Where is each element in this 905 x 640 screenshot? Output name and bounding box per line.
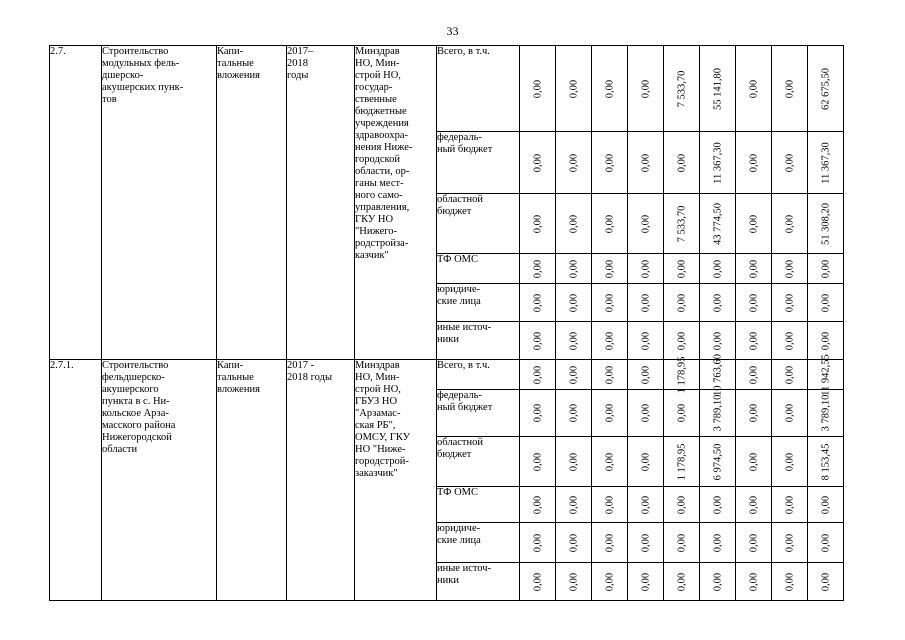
amount-value: 0,00	[676, 572, 687, 591]
amount-value: 0,00	[532, 403, 543, 423]
amount-value: 0,00	[604, 214, 615, 233]
amount-value: 0,00	[568, 153, 579, 172]
amount-value: 0,00	[640, 153, 651, 172]
amount-value: 0,00	[568, 403, 579, 423]
amount-value: 55 141,80	[712, 67, 723, 110]
amount-value: 0,00	[568, 365, 579, 384]
amount-value: 0,00	[640, 403, 651, 423]
amount-value: 0,00	[784, 572, 795, 591]
amount-value: 0,00	[568, 214, 579, 233]
amount-value: 0,00	[568, 259, 579, 278]
amount-value: 0,00	[784, 259, 795, 278]
amount-value: 0,00	[568, 452, 579, 471]
amount-value: 0,00	[640, 572, 651, 591]
funding-source: федераль- ный бюджет	[437, 132, 493, 155]
amount-value: 0,00	[640, 533, 651, 552]
item-period: 2017– 2018 годы	[287, 46, 314, 81]
amount-value: 0,00	[820, 572, 831, 591]
funding-source: иные источ- ники	[437, 563, 492, 586]
amount-value: 0,00	[532, 533, 543, 552]
amount-value: 0,00	[784, 79, 795, 98]
amount-value: 0,00	[820, 259, 831, 278]
amount-value: 43 774,50	[712, 202, 723, 245]
item-type: Капи- тальные вложения	[217, 360, 260, 395]
amount-value: 0,00	[640, 214, 651, 233]
amount-value: 0,00	[640, 452, 651, 471]
amount-value: 0,00	[640, 331, 651, 350]
amount-value: 0,00	[604, 259, 615, 278]
amount-value: 0,00	[640, 495, 651, 514]
amount-value: 10 763,60	[712, 353, 723, 396]
amount-value: 0,00	[568, 293, 579, 312]
amount-value: 0,00	[748, 153, 759, 172]
amount-value: 0,00	[532, 293, 543, 312]
amount-value: 6 974,50	[712, 443, 723, 480]
funding-source: ТФ ОМС	[437, 254, 479, 265]
amount-value: 0,00	[532, 259, 543, 278]
funding-source: ТФ ОМС	[437, 487, 479, 498]
amount-value: 0,00	[712, 293, 723, 312]
amount-value: 0,00	[748, 331, 759, 350]
amount-value: 0,00	[712, 495, 723, 514]
amount-value: 0,00	[604, 153, 615, 172]
amount-value: 0,00	[604, 365, 615, 384]
amount-value: 7 533,70	[676, 205, 687, 242]
funding-source: областной бюджет	[437, 194, 483, 217]
amount-value: 0,00	[748, 79, 759, 98]
table-row	[50, 46, 844, 132]
amount-value: 0,00	[568, 331, 579, 350]
amount-value: 0,00	[784, 365, 795, 384]
funding-source: юридиче- ские лица	[437, 523, 481, 546]
amount-value: 0,00	[748, 403, 759, 423]
amount-value: 11 367,30	[820, 141, 831, 184]
amount-value: 0,00	[748, 572, 759, 591]
amount-value: 0,00	[712, 331, 723, 350]
amount-value: 0,00	[640, 259, 651, 278]
amount-value: 0,00	[676, 153, 687, 172]
amount-value: 0,00	[820, 293, 831, 312]
item-number: 2.7.1.	[50, 360, 74, 371]
amount-value: 0,00	[532, 153, 543, 172]
amount-value: 0,00	[784, 214, 795, 233]
amount-value: 0,00	[676, 259, 687, 278]
amount-value: 0,00	[532, 214, 543, 233]
amount-value: 0,00	[532, 365, 543, 384]
amount-value: 0,00	[748, 533, 759, 552]
amount-value: 0,00	[784, 331, 795, 350]
amount-value: 0,00	[532, 331, 543, 350]
amount-value: 0,00	[748, 214, 759, 233]
item-period: 2017 - 2018 годы	[287, 360, 333, 383]
amount-value: 0,00	[604, 452, 615, 471]
amount-value: 51 308,20	[820, 202, 831, 245]
amount-value: 0,00	[784, 293, 795, 312]
funding-source: областной бюджет	[437, 437, 483, 460]
amount-value: 0,00	[604, 79, 615, 98]
amount-value: 0,00	[604, 572, 615, 591]
amount-value: 0,00	[568, 79, 579, 98]
amount-value: 0,00	[784, 533, 795, 552]
program-table	[49, 45, 844, 601]
amount-value: 0,00	[640, 293, 651, 312]
amount-value: 0,00	[568, 533, 579, 552]
amount-value: 8 153,45	[820, 443, 831, 480]
amount-value: 0,00	[748, 293, 759, 312]
funding-source: Всего, в т.ч.	[437, 46, 490, 57]
funding-source: юридиче- ские лица	[437, 284, 481, 307]
item-executor: Минздрав НО, Мин- строй НО, ГБУЗ НО "Арзамас- ская РБ", ОМСУ, ГКУ НО "Ниже- городстрой- заказчик"	[355, 360, 411, 479]
item-number: 2.7.	[50, 46, 66, 57]
amount-value: 0,00	[532, 452, 543, 471]
amount-value: 0,00	[784, 403, 795, 423]
amount-value: 0,00	[640, 365, 651, 384]
amount-value: 11 942,55	[820, 353, 831, 396]
item-name: Строительство модульных фель- дшерско- акушерских пунк- тов	[102, 46, 184, 105]
amount-value: 0,00	[820, 495, 831, 514]
amount-value: 0,00	[748, 365, 759, 384]
amount-value: 62 675,50	[820, 67, 831, 110]
amount-value: 0,00	[676, 403, 687, 423]
amount-value: 0,00	[532, 572, 543, 591]
amount-value: 3 789,10	[712, 394, 723, 432]
amount-value: 0,00	[604, 403, 615, 423]
amount-value: 0,00	[748, 452, 759, 471]
amount-value: 0,00	[712, 533, 723, 552]
amount-value: 0,00	[784, 495, 795, 514]
amount-value: 0,00	[568, 572, 579, 591]
amount-value: 7 533,70	[676, 70, 687, 107]
page-number: 33	[446, 24, 459, 38]
amount-value: 0,00	[604, 533, 615, 552]
amount-value: 0,00	[640, 79, 651, 98]
amount-value: 1 178,95	[676, 443, 687, 480]
amount-value: 0,00	[604, 331, 615, 350]
amount-value: 0,00	[532, 495, 543, 514]
amount-value: 0,00	[712, 572, 723, 591]
funding-source: иные источ- ники	[437, 322, 492, 345]
amount-value: 0,00	[820, 331, 831, 350]
amount-value: 0,00	[604, 293, 615, 312]
item-type: Капи- тальные вложения	[217, 46, 260, 81]
amount-value: 0,00	[568, 495, 579, 514]
table-row	[50, 360, 844, 390]
amount-value: 0,00	[712, 259, 723, 278]
amount-value: 0,00	[676, 331, 687, 350]
amount-value: 11 367,30	[712, 141, 723, 184]
funding-source: федераль- ный бюджет	[437, 390, 493, 413]
amount-value: 0,00	[820, 533, 831, 552]
amount-value: 1 178,95	[676, 356, 687, 393]
amount-value: 0,00	[748, 259, 759, 278]
item-executor: Минздрав НО, Мин- строй НО, государ- ственные бюджетные учреждения здравоохра- нения Ниже- городской области, ор- ганы мест- ного само- управления, ГКУ НО "Нижего- родстройза- казчик"	[355, 46, 413, 261]
amount-value: 0,00	[604, 495, 615, 514]
amount-value: 0,00	[676, 293, 687, 312]
amount-value: 0,00	[748, 495, 759, 514]
amount-value: 0,00	[676, 533, 687, 552]
amount-value: 0,00	[676, 495, 687, 514]
amount-value: 0,00	[532, 79, 543, 98]
amount-value: 0,00	[784, 452, 795, 471]
amount-value: 3 789,10	[820, 394, 831, 432]
funding-source: Всего, в т.ч.	[437, 360, 490, 371]
item-name: Строительство фельдшерско- акушерского пункта в с. Ни- кольское Арза- масского района Нижегородской области	[102, 360, 176, 455]
amount-value: 0,00	[784, 153, 795, 172]
